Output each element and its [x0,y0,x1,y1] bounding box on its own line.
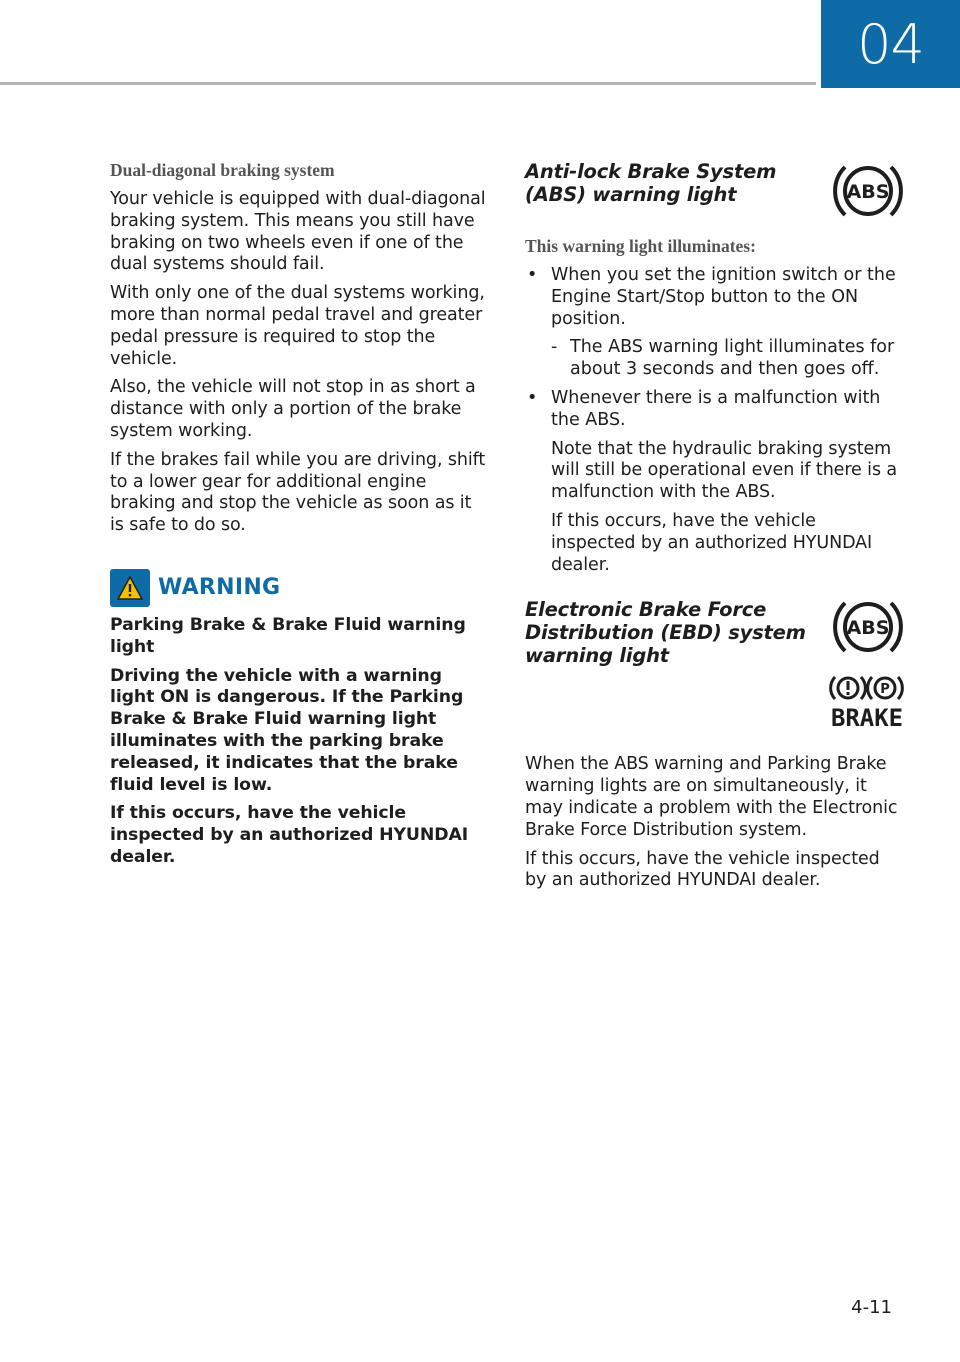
ebd-paragraph: If this occurs, have the vehicle inspected by an authorized HYUNDAI dealer. [525,848,880,891]
svg-text:P: P [880,682,890,698]
abs-note: Note that the hydraulic braking system will still be operational even if there is a malfunction with the ABS. [551,438,898,503]
abs-warning-icon [831,158,905,228]
svg-text:BRAKE: BRAKE [831,704,903,731]
bullet-text: Whenever there is a malfunction with the ABS. [551,387,881,430]
abs-section-header [525,160,905,230]
section-heading-dual-diagonal: Dual-diagonal braking system [110,160,335,180]
abs-section-title: Anti-lock Brake System (ABS) warning light [525,160,777,206]
warning-title: WARNING [158,575,281,601]
ebd-section-title: Electronic Brake Force Distribution (EBD) system warning light [525,598,806,668]
warning-triangle-icon [110,569,150,607]
chapter-tab [821,0,960,88]
paragraph: If the brakes fail while you are driving, shift to a lower gear for additional engine braking and stop the vehicle as soon as it is safe to do so. [110,449,486,536]
warning-text: If this occurs, have the vehicle inspected by an authorized HYUNDAI dealer. [110,803,469,867]
warning-header [110,569,488,607]
abs-list [525,265,905,432]
list-item [525,265,905,381]
page-number: 4-11 [851,1297,892,1318]
right-column [525,160,905,899]
chapter-number: 04 [857,12,924,76]
paragraph: Also, the vehicle will not stop in as short a distance with only a portion of the brake system working. [110,377,476,441]
header-rule [0,82,816,85]
svg-text:ABS: ABS [846,181,890,203]
warning-text: Driving the vehicle with a warning light ON is dangerous. If the Parking Brake & Brake Fluid warning light illuminates with the parking brake released, it indicates that the brake fluid level is low. [110,665,464,795]
list-item [525,388,905,432]
bullet-text: When you set the ignition switch or the Engine Start/Stop button to the ON position. [551,265,896,329]
abs-note: If this occurs, have the vehicle inspected by an authorized HYUNDAI dealer. [551,510,873,575]
ebd-paragraph: When the ABS warning and Parking Brake warning lights are on simultaneously, it may indicate a problem with the Electronic Brake Force Distribution system. [525,754,898,840]
ebd-section-header [525,598,905,748]
ebd-abs-icon [831,594,905,664]
brake-warning-icon [829,674,905,734]
abs-subheading: This warning light illuminates: [525,236,756,256]
left-column [110,160,488,876]
dash-item: - The ABS warning light illuminates for about 3 seconds and then goes off. [525,337,905,381]
warning-text: Parking Brake & Brake Fluid warning light [110,614,466,657]
paragraph: With only one of the dual systems working, more than normal pedal travel and greater pedal pressure is required to stop the vehicle. [110,283,485,369]
svg-text:ABS: ABS [846,617,890,640]
paragraph: Your vehicle is equipped with dual-diagonal braking system. This means you still have braking on two wheels even if one of the dual systems should fail. [110,189,486,275]
